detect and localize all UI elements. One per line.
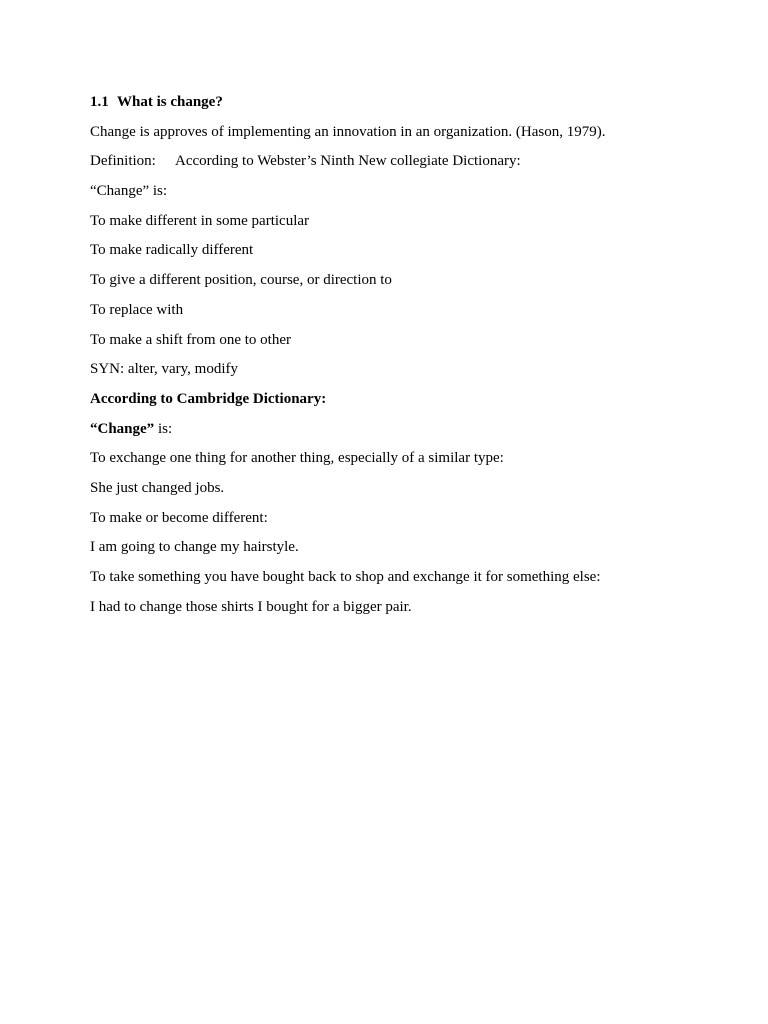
cambridge-example: I am going to change my hairstyle.	[90, 539, 299, 556]
webster-term-line: “Change” is:	[90, 183, 168, 200]
definition-label: Definition:	[90, 153, 156, 170]
definition-line	[90, 151, 710, 181]
cambridge-example: She just changed jobs.	[90, 479, 225, 496]
document-body	[90, 92, 710, 626]
webster-meaning: To make radically different	[90, 242, 254, 259]
cambridge-definition: To make or become different:	[90, 509, 268, 526]
definition-source: According to Webster’s Ninth New collegiate Dictionary:	[175, 153, 521, 170]
section-number: 1.1	[90, 94, 109, 110]
intro-paragraph: Change is approves of implementing an innovation in an organization. (Hason, 1979).	[90, 123, 606, 140]
synonyms-line: SYN: alter, vary, modify	[90, 361, 238, 378]
cambridge-heading: According to Cambridge Dictionary:	[90, 390, 327, 407]
webster-meaning: To replace with	[90, 301, 184, 318]
cambridge-term-line	[90, 419, 710, 449]
webster-meaning: To make a shift from one to other	[90, 331, 291, 348]
webster-meaning: To give a different position, course, or direction to	[90, 272, 392, 289]
cambridge-definition: To take something you have bought back to shop and exchange it for something else:	[90, 569, 601, 585]
section-title: What is change?	[117, 94, 223, 110]
cambridge-example: I had to change those shirts I bought for a bigger pair.	[90, 598, 412, 615]
cambridge-definition: To exchange one thing for another thing, especially of a similar type:	[90, 450, 504, 467]
webster-meaning: To make different in some particular	[90, 212, 310, 229]
section-heading	[90, 92, 710, 122]
cambridge-term: “Change”	[90, 420, 155, 437]
cambridge-term-suffix: is:	[154, 420, 173, 437]
